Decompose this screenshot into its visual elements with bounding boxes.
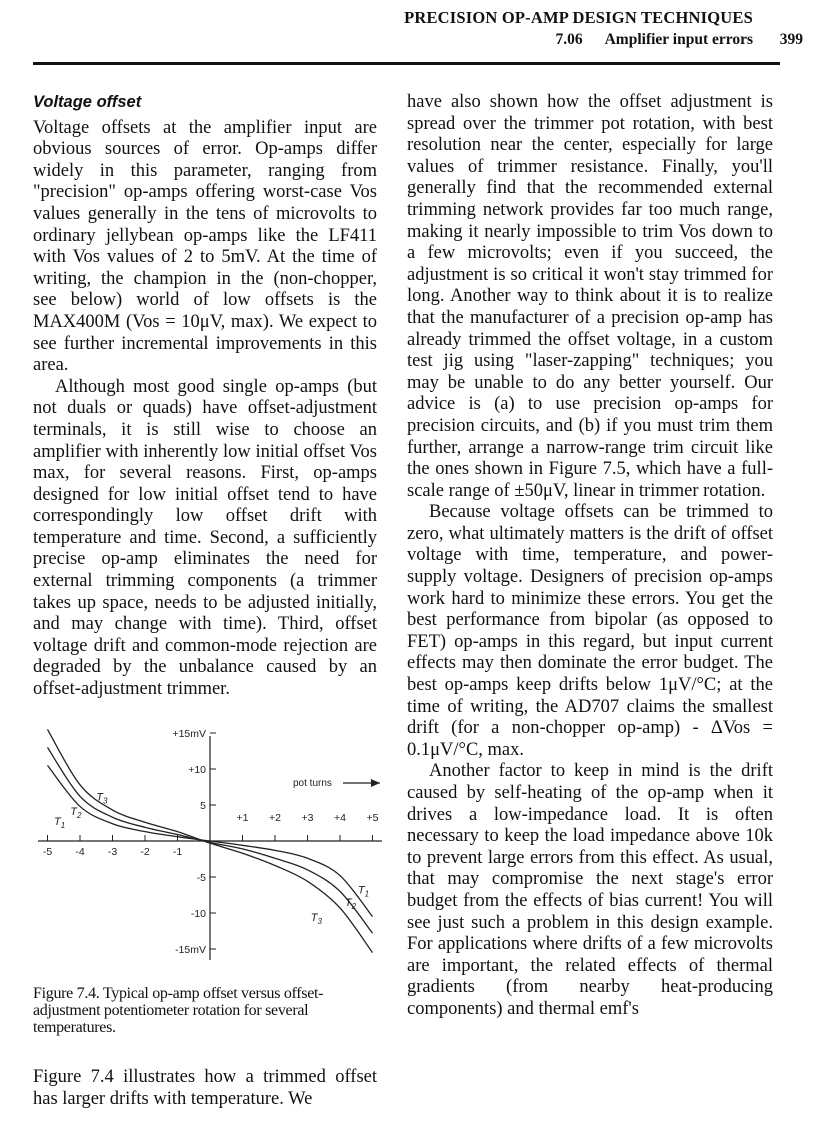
x-tick-label: -3 [107,846,118,858]
bottom-left-text [33,1067,377,1110]
section-heading: Voltage offset [33,93,142,111]
x-tick-label: +1 [236,812,249,824]
x-tick-label: +3 [301,812,314,824]
y-tick-label: -5 [196,872,206,884]
paragraph: Voltage offsets at the amplifier input are obvious sources of error. Op-amps differ widely in this parameter, ranging from "precision" op-amps offering worst-case Vos values generally in the tens of microvolts to ordinary jellybean op-amps like the LF411 with Vos values of 2 to 5mV. At the time of writing, the champion in the (non-chopper, see below) world of low offsets is the MAX400M (Vos = 10μV, max). We expect to see further incremental improvements in this area. [33,117,377,376]
offset-chart [30,728,390,978]
running-header-title: PRECISION OP-AMP DESIGN TECHNIQUES [404,8,753,27]
paragraph: Although most good single op-amps (but not duals or quads) have offset-adjustment terminals, it is still wise to choose an amplifier with inherently low initial offset Vos max, for several reasons. First, op-amps designed for low initial offset tend to have correspondingly low offset drift with temperature and time. Second, a sufficiently precise op-amp eliminates the need for external trimming components (a trimmer takes up space, needs to be adjusted initially, and may change with time). Third, offset voltage drift and common-mode rejection are degraded by the unbalance caused by an offset-adjustment trimmer. [33,376,377,700]
paragraph: Because voltage offsets can be trimmed to zero, what ultimately matters is the drift of offset voltage with time, temperature, and power-supply voltage. Designers of precision op-amps work hard to minimize these errors. You get the best performance from bipolar (as opposed to FET) op-amps in this regard, but input current effects may then dominate the error budget. The best op-amps keep drifts below 1μV/°C; at the time of writing, the AD707 claims the smallest drift (for a non-chopper op-amp) - ΔVos = 0.1μV/°C, max. [407,502,773,760]
x-tick-label: +2 [269,812,281,824]
paragraph: Figure 7.4 illustrates how a trimmed offset has larger drifts with temperature. We [33,1067,377,1109]
x-ticks [43,812,379,858]
figure-caption [33,985,377,1036]
figure-7-4 [30,728,390,978]
section-number: 7.06 [555,31,583,48]
curve-label: $T_2$ [344,896,357,911]
y-tick-label: +10 [188,764,206,776]
x-tick-label: -1 [172,846,183,858]
x-tick-label: +4 [334,812,346,824]
x-tick-label: -5 [42,846,53,858]
left-column [33,92,377,701]
section-title: Amplifier input errors [604,31,753,48]
curve-label: $T_3$ [96,791,108,806]
curve-label: $T_1$ [357,884,370,899]
x-tick-label: +5 [366,812,379,824]
right-column [407,92,773,1021]
curve-label: $T_2$ [70,806,82,821]
x-axis-annotation: pot turns [293,778,332,789]
running-header-section [555,31,753,49]
y-tick-label: +15mV [172,728,206,740]
y-tick-label: -10 [190,908,206,920]
x-tick-label: -2 [140,846,150,858]
x-tick-label: -4 [75,846,85,858]
y-tick-label: -15mV [175,944,206,956]
y-tick-label: 5 [200,800,206,812]
curve-label: $T_1$ [54,816,66,831]
paragraph: have also shown how the offset adjustment is spread over the trimmer pot rotation, with best resolution near the center, especially for large values of trimmer resistance. Finally, you'll generally find that the recommended external trimming network provides far too much range, making it nearly impossible to trim Vos down to a few microvolts; even if you succeed, the adjustment is so critical it won't stay trimmed for long. Another way to think about it is to realize that the manufacturer of a precision op-amp has already trimmed the offset voltage, in a custom test jig using "laser-zapping" techniques; you may be unable to do any better yourself. Our advice is (a) to use precision op-amps for precision circuits, and (b) if you must trim them further, arrange a narrow-range trim circuit like the ones shown in Figure 7.5, which have a full-scale range of ±50μV, linear in trimmer rotation. [407,92,773,501]
caption-text: Figure 7.4. Typical op-amp offset versus offset-adjustment potentiometer rotation for several temperatures. [33,985,324,1036]
curve-label: $T_3$ [310,911,322,926]
page-number: 399 [779,31,803,48]
arrow-head [371,779,380,787]
paragraph: Another factor to keep in mind is the drift caused by self-heating of the op-amp when it drives a low-impedance load. It is often necessary to keep the load impedance above 10k to prevent large errors from this effect. As usual, that may compromise the next stage's error budget from the effects of bias current! You will see just such a problem in this design example. For applications where drifts of a few microvolts are important, the related effects of thermal gradients (from nearby heat-producing components) and thermal emf's [407,761,773,1019]
header-rule [33,62,780,65]
